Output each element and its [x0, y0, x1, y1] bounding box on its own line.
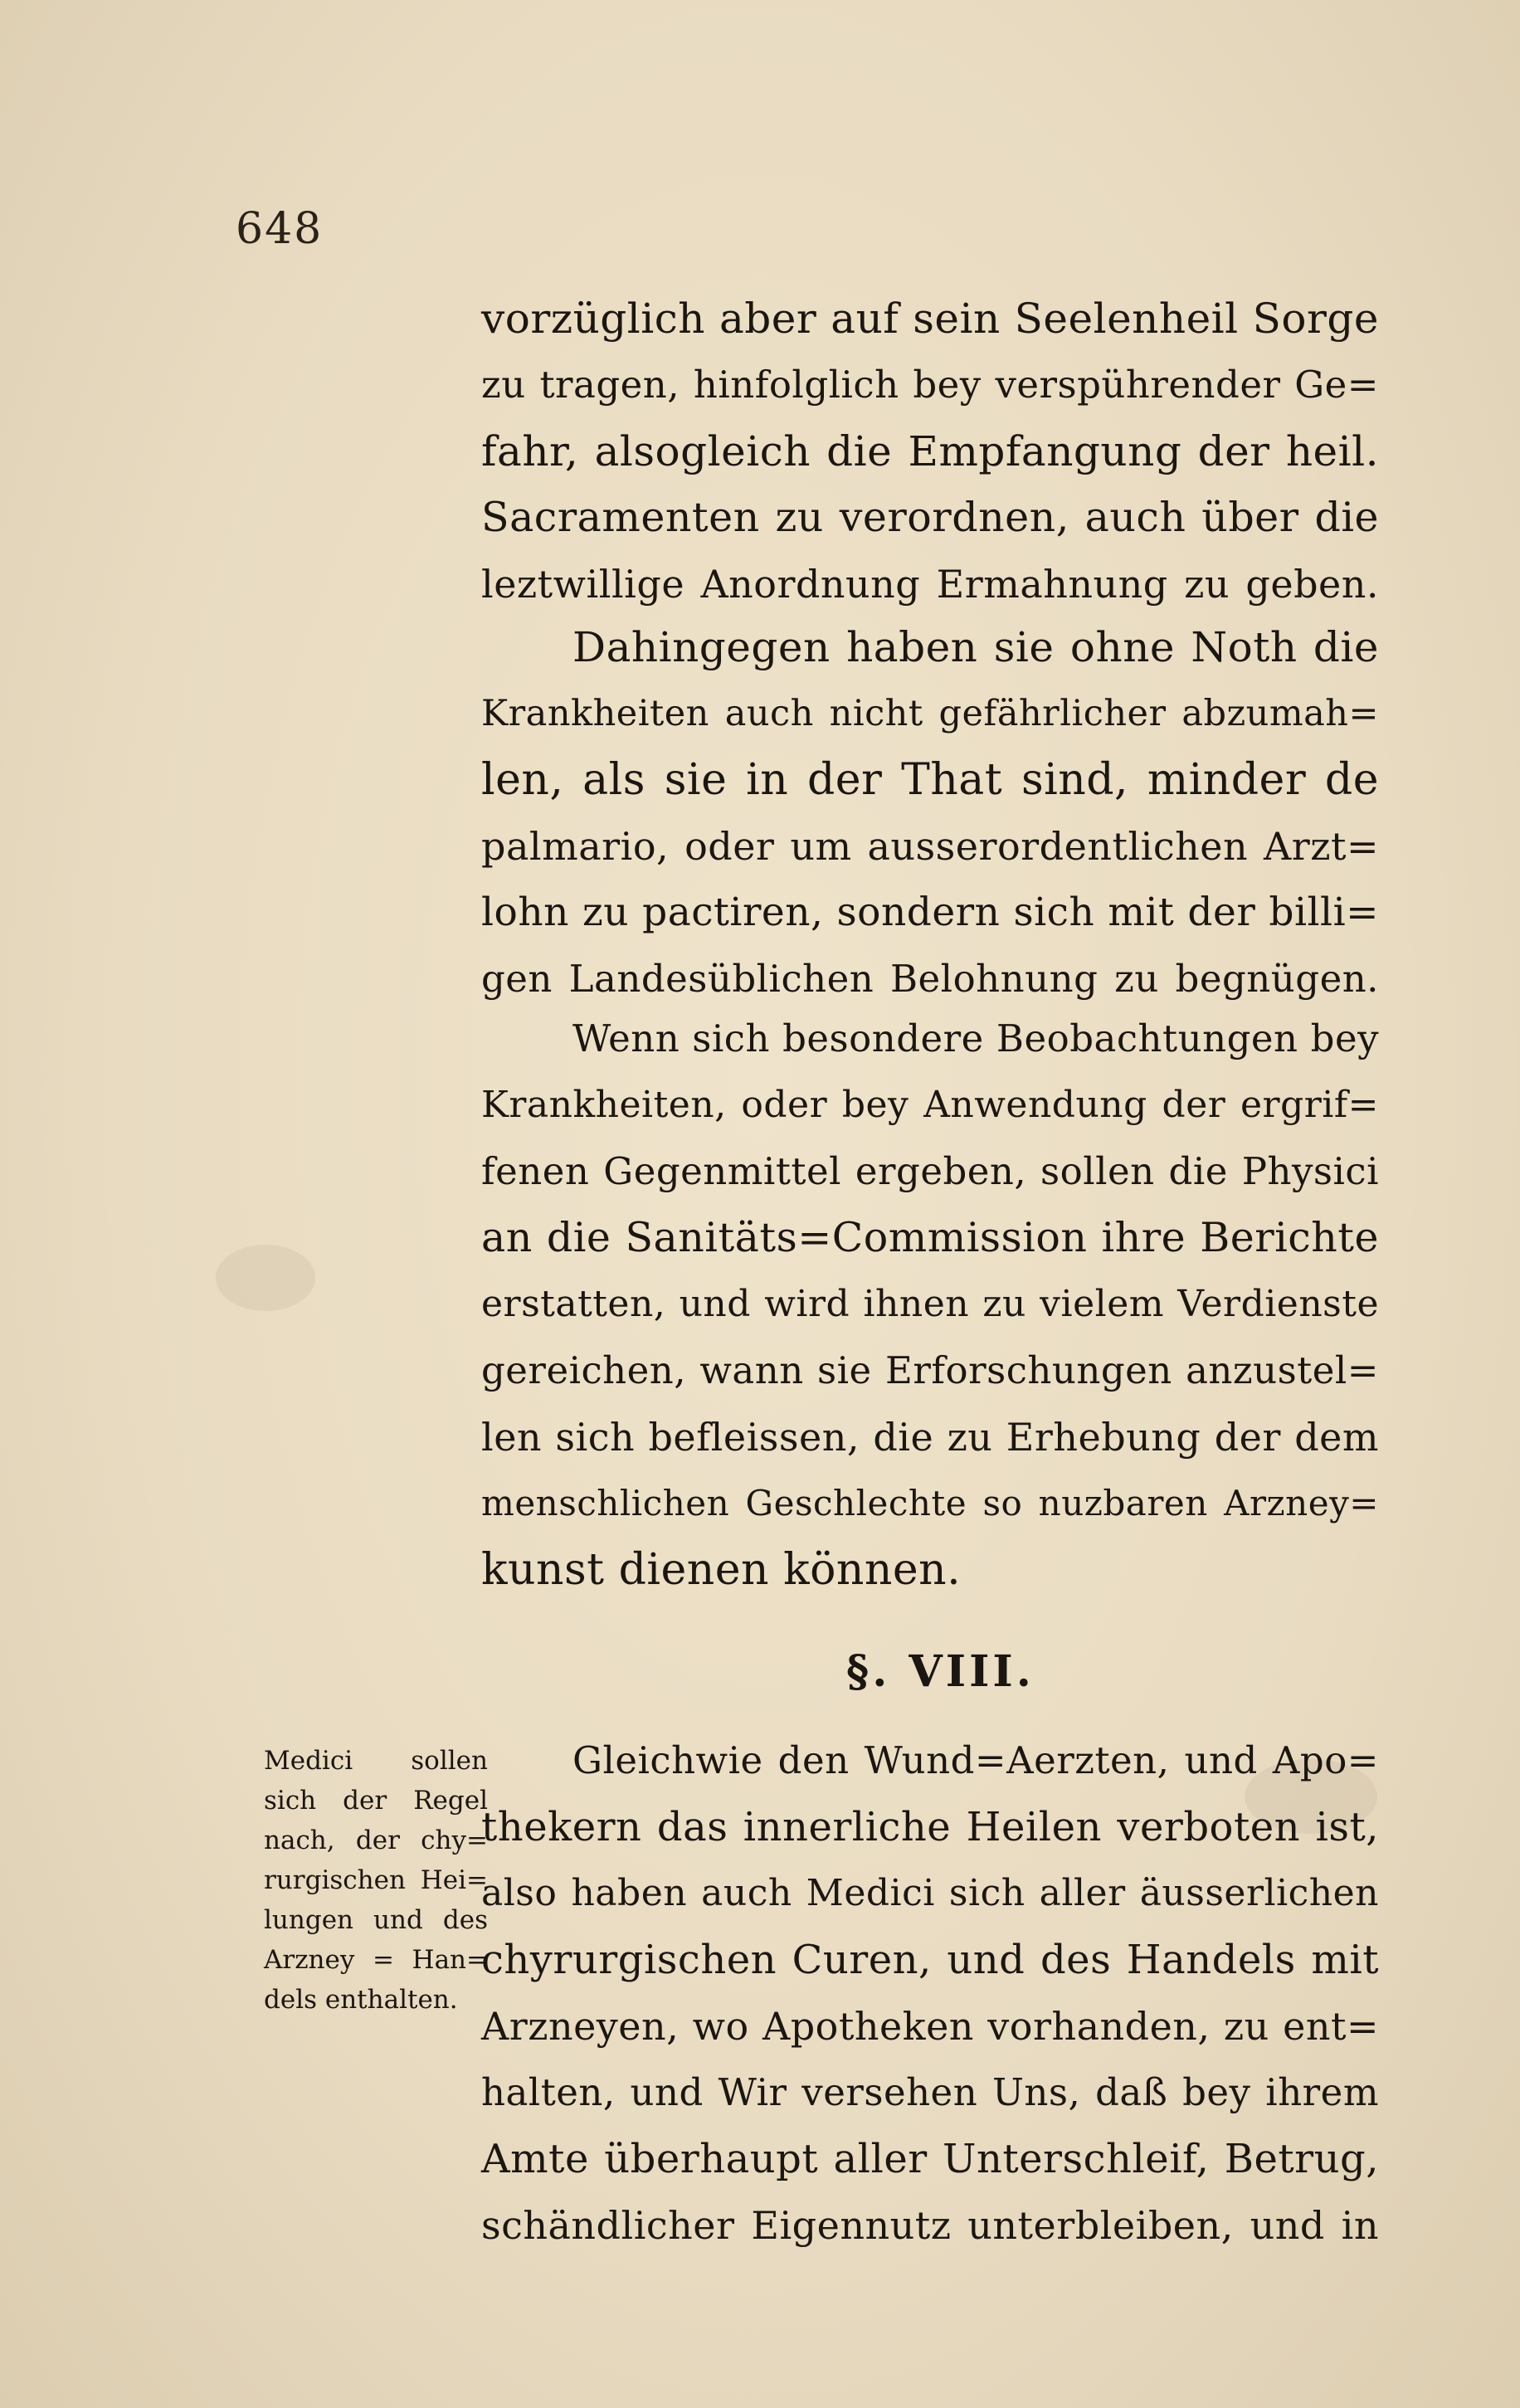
- text-line: halten, und Wir versehen Uns, daß bey ihrem: [481, 2070, 1379, 2114]
- text-line: leztwillige Anordnung Ermahnung zu geben.: [481, 562, 1379, 607]
- paragraph-1: [481, 285, 1379, 617]
- text-line: vorzüglich aber auf sein Seelenheil Sorge: [481, 295, 1379, 343]
- text-line: Arzneyen, wo Apotheken vorhanden, zu ent=: [481, 2004, 1379, 2049]
- text-line: gen Landesüblichen Belohnung zu begnügen.: [481, 957, 1379, 1001]
- paper-stain: [216, 1245, 315, 1311]
- text-line: gereichen, wann sie Erforschungen anzustel=: [481, 1348, 1379, 1392]
- text-line: Krankheiten, oder bey Anwendung der ergrif=: [481, 1084, 1379, 1126]
- text-line: an die Sanitäts=Commission ihre Berichte: [481, 1214, 1379, 1261]
- margin-note-line: Arzney = Han=: [264, 1945, 488, 1975]
- text-line: palmario, oder um ausserordentlichen Arzt=: [481, 824, 1379, 869]
- text-line: schändlicher Eigennutz unterbleiben, und in: [481, 2203, 1379, 2248]
- text-line: len, als sie in der That sind, minder de: [481, 755, 1379, 805]
- margin-note-line: nach, der chy=: [264, 1825, 488, 1855]
- text-line: thekern das innerliche Heilen verboten ist,: [481, 1804, 1379, 1850]
- margin-note: [264, 1741, 488, 2020]
- paragraph-3: [481, 1006, 1379, 1603]
- text-line: kunst dienen können.: [481, 1545, 962, 1595]
- margin-note-line: rurgischen Hei=: [264, 1865, 488, 1895]
- page-number: 648: [236, 204, 324, 254]
- text-line: fenen Gegenmittel ergeben, sollen die Physici: [481, 1149, 1379, 1193]
- section-heading: §. VIII.: [846, 1646, 1035, 1697]
- text-line: Sacramenten zu verordnen, auch über die: [481, 494, 1379, 541]
- margin-note-line: dels enthalten.: [264, 1985, 458, 2015]
- text-line: Gleichwie den Wund=Aerzten, und Apo=: [572, 1738, 1379, 1782]
- paragraph-2: [481, 614, 1379, 1012]
- text-line: Dahingegen haben sie ohne Noth die: [572, 623, 1379, 671]
- margin-note-line: Medici sollen: [264, 1746, 488, 1776]
- text-line: menschlichen Geschlechte so nuzbaren Arzney=: [481, 1483, 1379, 1523]
- text-line: Wenn sich besondere Beobachtungen bey: [572, 1016, 1379, 1060]
- text-line: len sich befleissen, die zu Erhebung der dem: [481, 1415, 1379, 1460]
- text-line: chyrurgischen Curen, und des Handels mit: [481, 1937, 1379, 1983]
- text-line: fahr, alsogleich die Empfangung der heil.: [481, 427, 1379, 475]
- text-line: zu tragen, hinfolglich bey verspührender Ge=: [481, 363, 1379, 407]
- text-line: Amte überhaupt aller Unterschleif, Betrug,: [481, 2136, 1379, 2182]
- text-line: lohn zu pactiren, sondern sich mit der billi=: [481, 890, 1379, 935]
- paragraph-4: [481, 1728, 1379, 2259]
- text-line: Krankheiten auch nicht gefährlicher abzumah=: [481, 693, 1379, 734]
- text-line: erstatten, und wird ihnen zu vielem Verdienste: [481, 1283, 1379, 1325]
- margin-note-line: sich der Regel: [264, 1786, 488, 1816]
- margin-note-line: lungen und des: [264, 1905, 488, 1935]
- text-line: also haben auch Medici sich aller äusserlichen: [481, 1872, 1379, 1914]
